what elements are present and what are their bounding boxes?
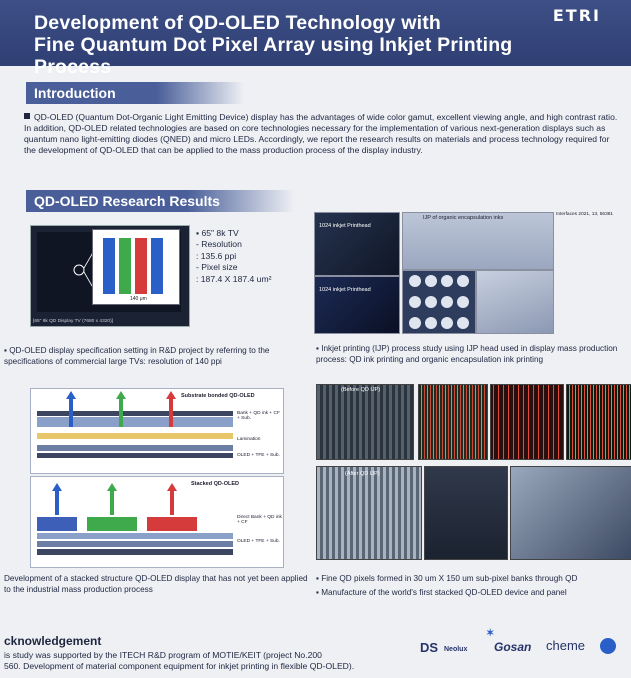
lamination-layer <box>37 433 233 439</box>
oled-layer <box>37 541 233 547</box>
cheme-logo: cheme <box>546 638 586 653</box>
subpixel-zoom <box>92 229 180 305</box>
etri-logo: ETRI <box>552 6 601 25</box>
poster-header <box>0 0 631 78</box>
diagram-1-note-3: OLED + TFE + Sub. <box>237 453 280 458</box>
red-subpixel <box>135 238 147 294</box>
diagram-2-note-1: Direct Bank + QD ink + CF <box>237 515 282 525</box>
red-emission-arrow <box>169 397 173 427</box>
caption-bullet-icon: ▪ <box>316 344 322 353</box>
film-sample-photo <box>476 270 554 334</box>
tv-caption: [65" 8k QD Display TV (7680 x 4320)] <box>33 319 114 324</box>
blue-subpixel <box>103 238 115 294</box>
encapsulation-photo <box>402 212 554 270</box>
red-bank <box>147 517 197 531</box>
green-emission-arrow <box>110 489 114 515</box>
caption-bullet-icon: ▪ <box>316 574 322 583</box>
diagram-2-title: Stacked QD-OLED <box>191 481 239 487</box>
diagram-1-note-1: Bank + QD ink + CF + Sub. <box>237 411 280 421</box>
acknowledgement-line-1: is study was supported by the ITECH R&D program of MOTIE/KEIT (project No.200 <box>4 650 322 660</box>
after-ijp-micrograph <box>316 466 422 560</box>
acknowledgement-heading: cknowledgement <box>4 634 102 648</box>
fine-pixels-caption: ▪ Fine QD pixels formed in 30 um X 150 um sub-pixel banks through QD <box>316 574 578 583</box>
green-subpixel <box>119 238 131 294</box>
neolux-logo: Neolux <box>444 646 468 653</box>
oled-layer <box>37 445 233 451</box>
top-substrate-layer <box>37 411 233 416</box>
printhead-label-2: 1024 inkjet Printhead <box>319 287 371 293</box>
stacked-caption: Development of a stacked structure QD-OLED display that has not yet been applied to the industrial mass production process <box>4 574 308 594</box>
title-line-2: Fine Quantum Dot Pixel Array using Inkjet Printing Process <box>34 34 513 78</box>
qd-pixel-micrograph-2 <box>490 384 564 460</box>
arrow-up-icon <box>116 391 126 399</box>
hanwha-logo-icon <box>600 638 616 654</box>
results-heading: QD-OLED Research Results <box>26 190 294 212</box>
printhead-label-1: 1024 inkjet Printhead <box>319 223 371 229</box>
bullet-square-icon <box>24 113 30 119</box>
panel-photo <box>424 466 508 560</box>
arrow-up-icon <box>66 391 76 399</box>
spec-caption: ▪ QD-OLED display specification setting in R&D project by referring to the specifications of commercial large TVs: resolution of 140 ppi <box>4 346 270 366</box>
droplet-array-photo <box>402 270 476 334</box>
before-ijp-label: (Before QD IJP) <box>341 387 381 393</box>
arrow-up-icon <box>52 483 62 491</box>
gosan-logo: Gosan <box>494 640 532 654</box>
spec-bullet-icon: ▪ <box>196 228 202 238</box>
qd-pixel-micrograph-3 <box>566 384 631 460</box>
blue-emission-arrow <box>69 397 73 427</box>
caption-bullet-icon: ▪ <box>316 588 322 597</box>
diagram-1-note-2: Lamination <box>237 437 261 442</box>
stacked-qdoled-diagram <box>30 476 284 568</box>
device-photo <box>510 466 631 560</box>
introduction-text <box>24 112 620 156</box>
bottom-substrate-layer <box>37 453 233 458</box>
printhead-photo-1 <box>314 212 400 276</box>
arrow-up-icon <box>166 391 176 399</box>
before-ijp-micrograph <box>316 384 414 460</box>
gosan-star-icon: ✶ <box>486 628 495 639</box>
arrow-up-icon <box>107 483 117 491</box>
manufacture-caption: ▪ Manufacture of the world's first stacked QD-OLED device and panel <box>316 588 567 597</box>
introduction-heading: Introduction <box>26 82 244 104</box>
qd-pixel-micrograph-1 <box>418 384 488 460</box>
printhead-photo-2 <box>314 276 400 334</box>
spec-title: ▪ 65" 8k TV <box>196 228 239 238</box>
blue-subpixel <box>151 238 163 294</box>
substrate-layer <box>37 549 233 555</box>
tv-dimension-label: 140 μm <box>130 296 147 302</box>
blue-emission-arrow <box>55 489 59 515</box>
green-emission-arrow <box>119 397 123 427</box>
introduction-body: QD-OLED (Quantum Dot-Organic Light Emitting Device) display has the advantages of wide color gamut, excellent viewing angle, and high contrast ratio. In addition, QD-OLED related technologies are based on core technologies necessary for the implementation of various next-generation displays such as quantum nano light-emitting diodes (QNED) and micro LEDs. Accordingly, we report the research results on materials and process technology required for the development of QD-OLED that can be applied to the mass production process of the display industry. <box>24 112 618 155</box>
droplet-array-graphic <box>403 271 475 333</box>
encapsulation-label: IJP of organic encapsulation inks <box>423 215 504 221</box>
ds-logo: DS <box>420 640 439 655</box>
title-line-1: Development of QD-OLED Technology with <box>34 12 441 34</box>
spec-pix-label: - Pixel size <box>196 262 238 273</box>
after-ijp-label: (After QD IJP) <box>345 471 380 477</box>
blue-bank <box>37 517 77 531</box>
ijp-caption: ▪ Inkjet printing (IJP) process study using IJP head used in display mass production process: QD ink printing and organic encapsulation ink printing <box>316 344 618 364</box>
acknowledgement-text <box>4 650 354 672</box>
qd-layer <box>37 417 233 427</box>
reference-label: Interfaces 2021, 13, 56381 <box>556 212 614 217</box>
red-emission-arrow <box>170 489 174 515</box>
diagram-1-title: Substrate bonded QD-OLED <box>181 393 255 399</box>
substrate-bonded-diagram <box>30 388 284 474</box>
diagram-2-note-2: OLED + TFE + Sub. <box>237 539 280 544</box>
tfe-layer <box>37 533 233 539</box>
spec-res-value: : 135.6 ppi <box>196 250 237 261</box>
acknowledgement-line-2: 560. Development of material component equipment for inkjet printing in flexible QD-OLED). <box>4 661 355 671</box>
spec-res-label: - Resolution <box>196 239 242 250</box>
arrow-up-icon <box>167 483 177 491</box>
spec-pix-value: : 187.4 X 187.4 um² <box>196 273 272 284</box>
caption-bullet-icon: ▪ <box>4 346 10 355</box>
tv-spec <box>196 228 271 285</box>
poster-title <box>34 12 594 78</box>
green-bank <box>87 517 137 531</box>
